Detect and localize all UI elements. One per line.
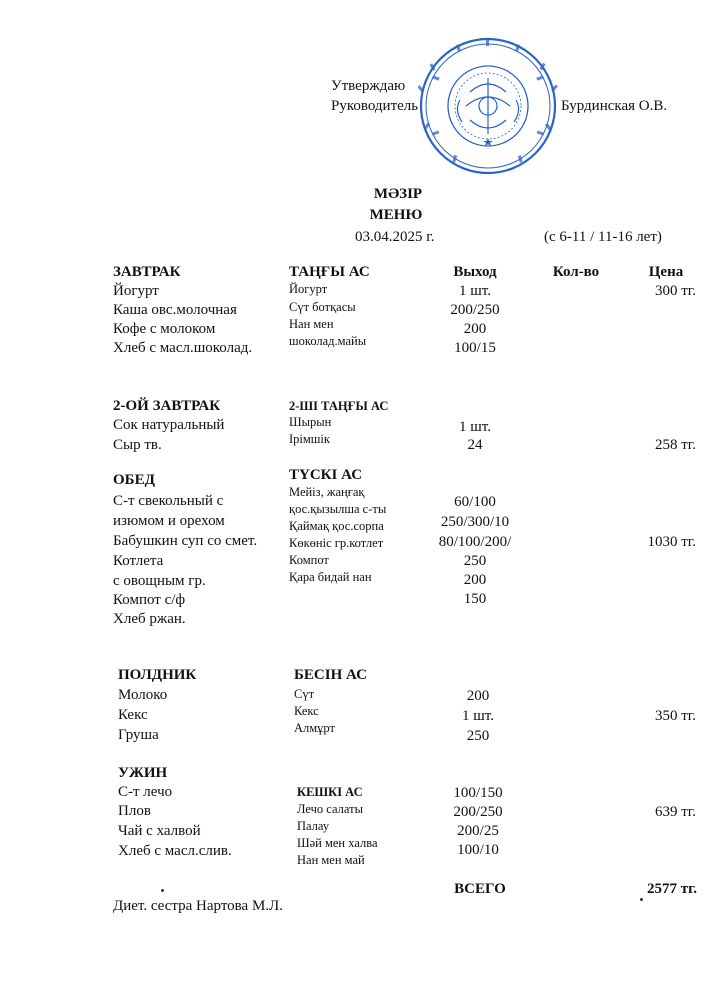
lunch-item-ru: изюмом и орехом bbox=[113, 513, 225, 529]
dinner-item-ru: С-т лечо bbox=[118, 784, 173, 800]
title-ru: МЕНЮ bbox=[369, 207, 423, 223]
breakfast-portion: 200/250 bbox=[450, 302, 500, 318]
snack-item-kz: Кекс bbox=[294, 704, 319, 718]
breakfast-item-ru: Хлеб с масл.шоколад. bbox=[113, 340, 253, 356]
breakfast2-item-kz: Шырын bbox=[289, 415, 332, 429]
snack-portion: 1 шт. bbox=[462, 708, 494, 724]
snack-kz-heading: БЕСІН АС bbox=[294, 667, 367, 683]
breakfast-item-kz: Сүт ботқасы bbox=[289, 300, 356, 314]
dinner-item-ru: Плов bbox=[118, 803, 151, 819]
lunch-item-kz: Қаймақ қос.сорпа bbox=[289, 519, 384, 533]
dietitian-signature: Диет. сестра Нартова М.Л. bbox=[113, 898, 283, 914]
column-kolvo: Кол-во bbox=[552, 264, 600, 280]
dinner-item-ru: Чай с халвой bbox=[118, 823, 201, 839]
dinner-ru-heading: УЖИН bbox=[118, 765, 168, 781]
breakfast-portion: 200 bbox=[463, 321, 487, 337]
lunch-portion: 150 bbox=[463, 591, 487, 607]
menu-date: 03.04.2025 г. bbox=[355, 229, 435, 245]
stray-mark bbox=[640, 898, 643, 901]
breakfast-portion: 1 шт. bbox=[459, 283, 491, 299]
lunch-portion: 250 bbox=[463, 553, 487, 569]
dinner-price: 639 тг. bbox=[654, 804, 696, 820]
breakfast-ru-heading: ЗАВТРАК bbox=[113, 264, 181, 280]
lunch-item-ru: с овощным гр. bbox=[113, 573, 206, 589]
title-kz: МӘЗІР bbox=[373, 186, 423, 202]
snack-item-kz: Сүт bbox=[294, 687, 315, 701]
signatory-name: Бурдинская О.В. bbox=[561, 98, 668, 114]
lunch-portion: 80/100/200/ bbox=[438, 534, 512, 550]
lunch-portion: 60/100 bbox=[454, 494, 496, 510]
dinner-item-kz: Шәй мен халва bbox=[297, 836, 378, 850]
lunch-item-kz: Мейіз, жаңғақ bbox=[289, 485, 365, 499]
dinner-item-kz: Нан мен май bbox=[297, 853, 365, 867]
lunch-kz-heading: ТҮСКІ АС bbox=[289, 467, 363, 483]
lunch-item-kz: Қара бидай нан bbox=[289, 570, 372, 584]
total-value: 2577 тг. bbox=[647, 881, 697, 897]
lunch-item-kz: қос.қызылша с-ты bbox=[289, 502, 387, 516]
lunch-item-kz: Компот bbox=[289, 553, 329, 567]
lunch-portion: 250/300/10 bbox=[440, 514, 510, 530]
dinner-portion: 200/25 bbox=[457, 823, 499, 839]
dinner-item-kz: Палау bbox=[297, 819, 330, 833]
snack-ru-heading: ПОЛДНИК bbox=[118, 667, 197, 683]
position-label: Руководитель bbox=[331, 98, 419, 114]
lunch-item-ru: Хлеб ржан. bbox=[113, 611, 186, 627]
snack-portion: 200 bbox=[466, 688, 490, 704]
stray-mark bbox=[161, 889, 164, 892]
snack-item-ru: Кекс bbox=[118, 707, 148, 723]
breakfast-price: 300 тг. bbox=[654, 283, 696, 299]
dinner-portion: 100/10 bbox=[457, 842, 499, 858]
official-seal bbox=[418, 36, 558, 176]
breakfast2-portion: 1 шт. bbox=[459, 419, 491, 435]
age-group: (с 6-11 / 11-16 лет) bbox=[544, 229, 662, 245]
column-vyhod: Выход bbox=[453, 264, 497, 280]
breakfast2-item-ru: Сок натуральный bbox=[113, 417, 225, 433]
breakfast-kz-heading: ТАҢҒЫ АС bbox=[289, 264, 370, 280]
snack-item-ru: Молоко bbox=[118, 687, 168, 703]
breakfast2-portion: 24 bbox=[467, 437, 483, 453]
breakfast2-item-kz: Ірімшік bbox=[289, 432, 330, 446]
breakfast-item-ru: Йогурт bbox=[113, 283, 159, 299]
lunch-item-ru: С-т свекольный с bbox=[113, 493, 224, 509]
breakfast2-ru-heading: 2-ОЙ ЗАВТРАК bbox=[113, 398, 221, 414]
breakfast-portion: 100/15 bbox=[454, 340, 496, 356]
lunch-item-ru: Бабушкин суп со смет. bbox=[113, 533, 258, 549]
snack-item-ru: Груша bbox=[118, 727, 159, 743]
breakfast-item-kz: шоколад.майы bbox=[289, 334, 367, 348]
lunch-item-ru: Компот с/ф bbox=[113, 592, 186, 608]
dinner-kz-heading: КЕШКІ АС bbox=[297, 785, 363, 799]
snack-price: 350 тг. bbox=[654, 708, 696, 724]
snack-item-kz: Алмұрт bbox=[294, 721, 335, 735]
column-cena: Цена bbox=[648, 264, 684, 280]
lunch-price: 1030 тг. bbox=[647, 534, 696, 550]
lunch-item-ru: Котлета bbox=[113, 553, 164, 569]
dinner-item-ru: Хлеб с масл.слив. bbox=[118, 843, 232, 859]
lunch-item-kz: Көкөніс гр.котлет bbox=[289, 536, 384, 550]
breakfast-item-ru: Каша овс.молочная bbox=[113, 302, 237, 318]
lunch-portion: 200 bbox=[463, 572, 487, 588]
dinner-portion: 200/250 bbox=[453, 804, 503, 820]
total-label: ВСЕГО bbox=[454, 881, 506, 897]
approve-label: Утверждаю bbox=[331, 78, 406, 94]
snack-portion: 250 bbox=[466, 728, 490, 744]
breakfast2-item-ru: Сыр тв. bbox=[113, 437, 162, 453]
breakfast-item-kz: Йогурт bbox=[289, 282, 328, 296]
breakfast2-price: 258 тг. bbox=[654, 437, 696, 453]
breakfast-item-kz: Нан мен bbox=[289, 317, 334, 331]
lunch-ru-heading: ОБЕД bbox=[113, 472, 155, 488]
dinner-item-kz: Лечо салаты bbox=[297, 802, 363, 816]
breakfast2-kz-heading: 2-ШІ ТАҢҒЫ АС bbox=[289, 399, 389, 413]
dinner-portion: 100/150 bbox=[453, 785, 503, 801]
breakfast-item-ru: Кофе с молоком bbox=[113, 321, 216, 337]
